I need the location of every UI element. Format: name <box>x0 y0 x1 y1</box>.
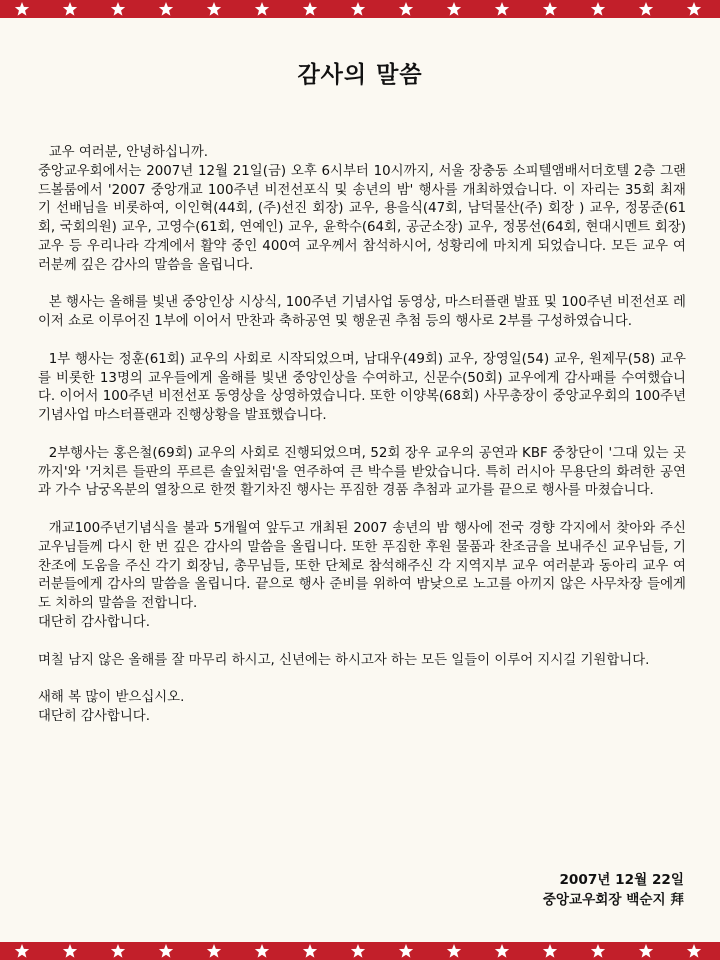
signoff <box>543 870 684 910</box>
greeting: 교우 여러분, 안녕하십니까. <box>48 145 209 160</box>
star-pattern-top <box>0 0 720 18</box>
letter-date: 2007년 12월 22일 <box>559 872 684 888</box>
paragraph-6: 며칠 남지 않은 올해를 잘 마무리 하시고, 신년에는 하시고자 하는 모든 일들이 이루어 지시길 기원합니다. <box>38 652 650 668</box>
paragraph-4: 2부행사는 홍은철(69회) 교우의 사회로 진행되었으며, 52회 장우 교우의 공연과 KBF 중창단이 '그대 있는 곳까지'와 '거치른 들판의 푸르른 솔잎처럼'을 연주하여 큰 박수를 받았습니다. 특히 러시아 무용단의 화려한 공연과 가수 남궁옥분의 열창으로 한껏 활기차진 행사는 푸짐한 경품 추첨과 교가를 끝으로 행사를 마쳤습니다. <box>38 445 686 499</box>
closing-thanks: 대단히 감사합니다. <box>38 708 150 724</box>
page-title: 감사의 말씀 <box>297 62 423 88</box>
top-star-border <box>0 0 720 18</box>
paragraph-5-close: 대단히 감사합니다. <box>38 614 150 630</box>
star-pattern-bottom <box>0 942 720 960</box>
paragraph-2: 본 행사는 올해를 빛낸 중앙인상 시상식, 100주년 기념사업 동영상, 마스터플랜 발표 및 100주년 비전선포 레이저 쇼로 이루어진 1부에 이어서 만찬과 축하공연 및 행운권 추첨 등의 행사로 2부를 구성하였습니다. <box>38 295 686 330</box>
letter-body <box>38 144 686 727</box>
bottom-star-border <box>0 942 720 960</box>
paragraph-5: 개교100주년기념식을 불과 5개월여 앞두고 개최된 2007 송년의 밤 행사에 전국 경향 각지에서 찾아와 주신 교우님들께 다시 한 번 깊은 감사의 말씀을 올립니다. 또한 푸짐한 후원 물품과 찬조금을 보내주신 교우님들, 기찬조에 도움을 주신 각기 회장님, 총무님들, 또한 단체로 참석해주신 각 지역지부 교우 여러분과 동아리 교우 여러분들에게 감사의 말씀을 올립니다. 끝으로 행사 준비를 위하여 밤낮으로 노고를 아끼지 않은 사무차장 들에게도 치하의 말씀을 전합니다. <box>38 520 686 612</box>
paragraph-1: 중앙교우회에서는 2007년 12월 21일(금) 오후 6시부터 10시까지, 서울 장충동 소피텔앰배서더호텔 2층 그랜드볼룸에서 '2007 중앙개교 100주년 비전선포식 및 송년의 밤' 행사를 개최하였습니다. 이 자리는 35회 최재기 선배님을 비롯하여, 이인혁(44회, (주)선진 회장) 교우, 용을식(47회, 남덕물산(주) 회장 ) 교우, 정몽준(61회, 국회의원) 교우, 고영수(61회, 연예인) 교우, 윤학수(64회, 공군소장) 교우, 정몽선(64회, 현대시멘트 회장) 교우 등 우리나라 각계에서 활약 중인 400여 교우께서 참석하시어, 성황리에 마치게 되었습니다. 모든 교우 여러분께 깊은 감사의 말씀을 올립니다. <box>38 163 686 273</box>
paragraph-3: 1부 행사는 정훈(61회) 교우의 사회로 시작되었으며, 남대우(49회) 교우, 장영일(54) 교우, 원제무(58) 교우를 비롯한 13명의 교우들에게 올해를 빛낸 중앙인상을 수여하고, 신문수(50회) 교우에게 감사패를 수여했습니다. 이어서 100주년 비전선포 동영상을 상영하였습니다. 또한 이양복(68회) 사무총장이 중앙교우회의 100주년 기념사업 마스터플랜과 진행상황을 발표했습니다. <box>38 351 686 424</box>
new-year-greeting: 새해 복 많이 받으십시오. <box>38 690 185 706</box>
signature: 중앙교우회장 백순지 拜 <box>542 892 684 908</box>
